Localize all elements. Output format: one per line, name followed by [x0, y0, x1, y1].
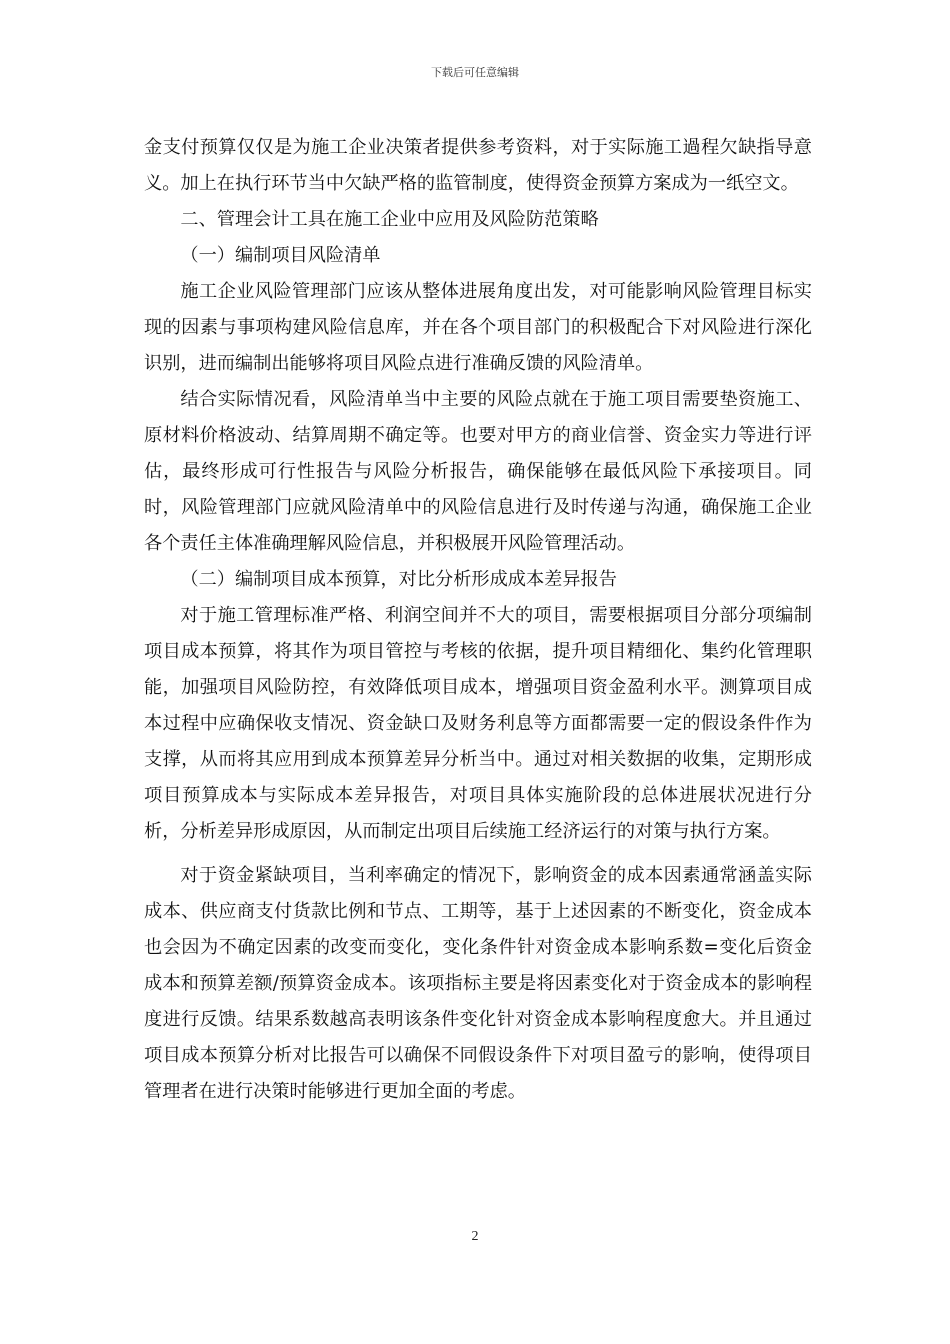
- paragraph: 施工企业风险管理部门应该从整体进展角度出发，对可能影响风险管理目标实现的因素与事项构建风险信息库，并在各个项目部门的积极配合下对风险进行深化识别，进而编制出能够将项目风险点进行准确反馈的风险清单。: [144, 281, 812, 374]
- document-body: [144, 130, 812, 1110]
- paragraph-continuation: 金支付预算仅仅是为施工企业决策者提供参考资料，对于实际施工過程欠缺指导意义。加上在执行环节当中欠缺严格的监管制度，使得资金预算方案成为一纸空文。: [144, 137, 812, 194]
- paragraph: 结合实际情况看，风险清单当中主要的风险点就在于施工项目需要垫资施工、原材料价格波动、结算周期不确定等。也要对甲方的商业信誉、资金实力等进行评估，最终形成可行性报告与风险分析报告，确保能够在最低风险下承接项目。同时，风险管理部门应就风险清单中的风险信息进行及时传递与沟通，确保施工企业各个责任主体准确理解风险信息，并积极展开风险管理活动。: [144, 389, 812, 554]
- page-header: 下载后可任意编辑: [431, 66, 519, 79]
- paragraph: 对于施工管理标准严格、利润空间并不大的项目，需要根据项目分部分项编制项目成本预算，将其作为项目管控与考核的依据，提升项目精细化、集约化管理职能，加强项目风险防控，有效降低项目成本，增强项目资金盈利水平。测算项目成本过程中应确保收支情况、资金缺口及财务利息等方面都需要一定的假设条件作为支撑，从而将其应用到成本预算差异分析当中。通过对相关数据的收集，定期形成项目预算成本与实际成本差异报告，对项目具体实施阶段的总体进展状况进行分析，分析差异形成原因，从而制定出项目后续施工经济运行的对策与执行方案。: [144, 605, 812, 842]
- section-heading: 二、管理会计工具在施工企业中应用及风险防范策略: [180, 209, 599, 230]
- subsection-heading-2: （二）编制项目成本预算，对比分析形成成本差异报告: [180, 569, 617, 590]
- page-number: 2: [471, 1229, 479, 1244]
- subsection-heading-1: （一）编制项目风险清单: [180, 245, 381, 266]
- paragraph: 对于资金紧缺项目，当利率确定的情况下，影响资金的成本因素通常涵盖实际成本、供应商支付货款比例和节点、工期等，基于上述因素的不断变化，资金成本也会因为不确定因素的改变而变化，变化条件针对资金成本影响系数=变化后资金成本和预算差额/预算资金成本。该项指标主要是将因素变化对于资金成本的影响程度进行反馈。结果系数越高表明该条件变化针对资金成本影响程度愈大。并且通过项目成本预算分析对比报告可以确保不同假设条件下对项目盈亏的影响，使得项目管理者在进行决策时能够进行更加全面的考虑。: [144, 865, 812, 1102]
